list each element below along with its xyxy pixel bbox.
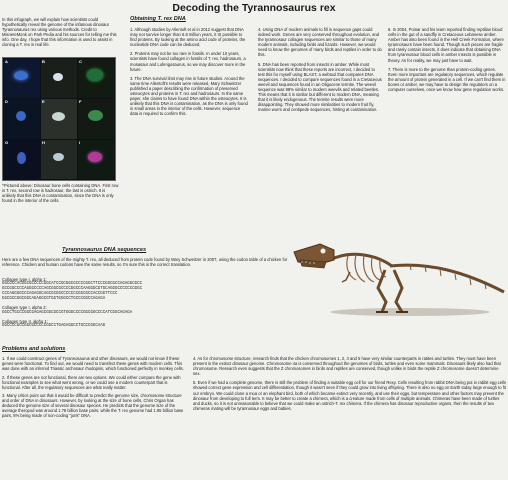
problem-3: 3. Many critics point out that it would be difficult to predict the genome size, chromosome structure and order of DNA in dinosaurs. However, by looking at the size of bone cells, Chris Organ has deduced the genome size of several dinosaur species. He predicts that the genome size of the average theropod was around 1.78 billion base pairs, while the T. rex genome had 1.95 billion base pairs, 8% being made of non-coding "junk" DNA. (2, 392, 184, 418)
problem-5: 5. Even if we had a complete genome, there is still the problem of finding a suitable egg cell for our friend Rexy. Cells resulting from rabbit DNA being put in rabbit egg cells showed correct gene expression and cell differentiation, though it wasn't seen if they could grow into living offspring. There is also no egg on Earth today large enough to fit our embryo. We could clone a moa or an elephant bird, both of which became extinct very recently, and use their eggs, but temperature and other factors may prevent the dinosaur from developing to full term. It may be better to create a chimera, which is a creature made from cells of multiple animals. Chimeras have been made of turtles and ducks, so it is not unreasonable to believe that we could make an ostrich-T. rex chimera. If the chimera has dinosaur reproductive organs, then the results of two chimeras mating will be tyrannosaur eggs and babies. (193, 380, 506, 411)
obtaining-point-4: 4. Using DNA of modern animals to fill in sequence gaps could indeed work. Genes are very conserved throughout evolution, and the tyrannosaur collagen sequences are similar to those of many modern animals, including birds and lizards. However, we would need to know the genomes of many birds and reptiles in order to do this. (258, 27, 382, 58)
figure-caption: ^Pictured above: Dinosaur bone cells containing DNA. First row is T. rex, second row is hadrosaur, the last is ostrich. It is unlikely that this DNA is contamination, since the DNA is only found in the interior of the cells. (2, 183, 119, 204)
sequence-line: GCCGGCCCCAGGGCCCCAGCGGCGCCCCGGCCCAAGGGCGTGCAGGGCCCCCCCGGC (2, 287, 143, 292)
panel-label: G (5, 139, 9, 145)
problems-heading: Problems and solutions (2, 346, 66, 352)
panel-label: C (79, 59, 82, 64)
sequence-line: GGCCTGCCCGGCGAGAGCGGCGCCGTGGGCCCCGGCGGCCCCATCGGCAGAGA (2, 310, 133, 315)
problem-1: 1. If we could construct genes of Tyrannosaurus and other dinosaurs, we would not know if these genes were functional. To find out, we would need to transfect these genes with modern cells. This was done with an inferred Triassic archosaur rhodopsin, which functioned perfectly in monkey cells. (2, 356, 184, 372)
obtaining-column-1 (130, 27, 248, 117)
figure-panel-e (41, 99, 77, 138)
intro-text: In this infograph, we will explain how scientists could hypothetically reveal the genome of the infamous dinosaur Tyrannosaurus rex using various methods. Credit to MisnereMonk on Park Pedia and his sources for telling me this info. One day, I hope that this information is used to assist in cloning a T. rex in real life. (2, 17, 117, 48)
sequence-label: Collagen type I, alpha 1: (2, 277, 47, 282)
obtaining-point-1: 1. Although studies by Allentoft et al in 2012 suggest that DNA may not survive longer than 6.8 million years, it IS possible to find proteins. By looking at the amino acid code of proteins, the nucleotide DNA code can be deduced. (130, 27, 246, 48)
obtaining-point-3: 3. The DNA survival limit may rise in future studies. Around the same time Allentoft's results were released, Mary Schweitzer published a paper describing the confirmation of preserved osteocytes and proteins in T. rex and hadrosaurs. In the same paper, she claims to have found DNA within the osteocytes. It is unlikely that this DNA is contamination, as the DNA is only found in small areas in the interior of the cells. However, sequence data is required to confirm this. (130, 75, 248, 117)
problems-right (193, 356, 506, 411)
problem-4: 4. As for chromosome structure, research finds that the chicken chromosomes 1, 2, 3 and 5 have very similar counterparts in ratites and turtles. They must have been present in the extinct dinosaur genome. Chromosome 4a is conserved throughout the genomes of birds, turtles and even some mammals. Dinosaurs likely also had that chromosome. Research even suggests that the Z chromosomes in birds and reptiles are conserved, though unlike in birds the reptile Z chromosome doesn't determine sex. (193, 356, 501, 377)
obtaining-point-5: 5. DNA has been reported from insects in amber. While most scientists now think that these reports are incorrect, I decided to test this for myself using BLAST, a webtool that compares DNA sequences. I decided to compare sequences found in a Cretaceous weevil and sequences found in an Oligocene termite. The weevil sequence was 98% similar to modern weevils and related beetles. This means that it is similar but different to modern DNA, meaning that it is likely endogenous. The termite results were more disappointing. They showed more similarities to modern fruit fly, marine worm and centipede sequences, hinting at contamination. (258, 61, 382, 113)
problems-left (2, 356, 186, 418)
obtaining-point-7: 7. There is more to the genome than protein-coding genes. Even more important are regulatory sequences, which regulate the amount of protein generated in a cell. If we can't find them in bones or amber, we may have to design the regulators on a computer ourselves, once we know how gene regulation works. (388, 66, 506, 93)
page-title: Decoding the Tyrannosaurus rex (172, 2, 336, 14)
sequence-label: Collagen type II, alpha 1: (2, 318, 48, 324)
figure-panel-c (78, 59, 114, 98)
obtaining-heading: Obtaining T. rex DNA (130, 16, 186, 22)
sequences-intro: Here are a few DNA sequences of the mighty T. rex, all deduced from protein code found by Mary Schweitzer in 2007, using the codon table of a chicken for reference. Chicken and human codons have the same results, so I'm sure this is the correct translation. (2, 257, 288, 268)
figure-panel-i (78, 140, 114, 179)
panel-label: E (42, 99, 45, 105)
figure-panel-f (78, 99, 114, 138)
figure-panel-d (4, 99, 40, 138)
panel-label: H (42, 139, 45, 145)
obtaining-column-2 (258, 27, 382, 113)
figure-panel-a (4, 59, 40, 98)
obtaining-column-3 (388, 27, 506, 92)
sequence-label: Collagen type I, alpha 2: (2, 305, 47, 311)
bone-cell-figure (2, 57, 116, 181)
panel-label: D (5, 99, 8, 105)
figure-panel-b (41, 59, 77, 98)
sequence-line: CCCAGGGGCCCAGAGGCAGCGCGGCCCCCCCGGCGCCACCGGTTCCC (2, 292, 118, 297)
sequences-heading: Tyrannosaurus DNA sequences (62, 247, 147, 253)
trex-skeleton-illustration (290, 232, 506, 318)
problem-2: 2. If these genes are not functional, there are two options. We could either compare the gene with functional examples to see what went wrong, or we could use a modern counterpart that is functional. After all, the regulatory sequences are what really matter. (2, 375, 181, 391)
panel-label: I (79, 139, 81, 145)
obtaining-point-6: 6. In 2004, Poinar and his team reported finding reptilian blood cells in the gut of a sandfly in Cretaceous Lebanese amber. Amber has also been found in the Hell Creek Formation, where tyrannosaurs have been found. Though such pieces are fragile and rarely contain insects, it does indicate that obtaining DNA from tyrannosaur blood cells in amber insects is possible in theory. As for reality, we may just have to wait. (388, 27, 504, 63)
figure-panel-h (41, 140, 77, 179)
sequence-line: GGCGCCGGCGGCAGAGGCGTGGTGGGCCTGCCCGGCCAGAGA (2, 297, 106, 302)
sequence-line: GGCGCCACGGCGCCCCCGGCATCCGCGGCGCCCCGGCTTCCCGGCGCCAGAGGCGCC (2, 282, 143, 287)
obtaining-point-2: 2. Proteins may not be too rare in fossils. In under 10 years, scientists have found collagen in fossils of T. rex, hadrosaurs, a mosasaur and Lufengosaurus, so we may discover more in the future. (130, 51, 246, 72)
panel-label: B (42, 59, 45, 64)
sequence-line: GGCCCCGCCGGCGCCCCCGGCCTGAGAGGCCTGCCCGGCAAG (2, 323, 106, 328)
figure-panel-g (4, 140, 40, 179)
sequence-list (2, 277, 284, 329)
panel-label: F (79, 99, 82, 105)
panel-label: A (5, 59, 8, 64)
